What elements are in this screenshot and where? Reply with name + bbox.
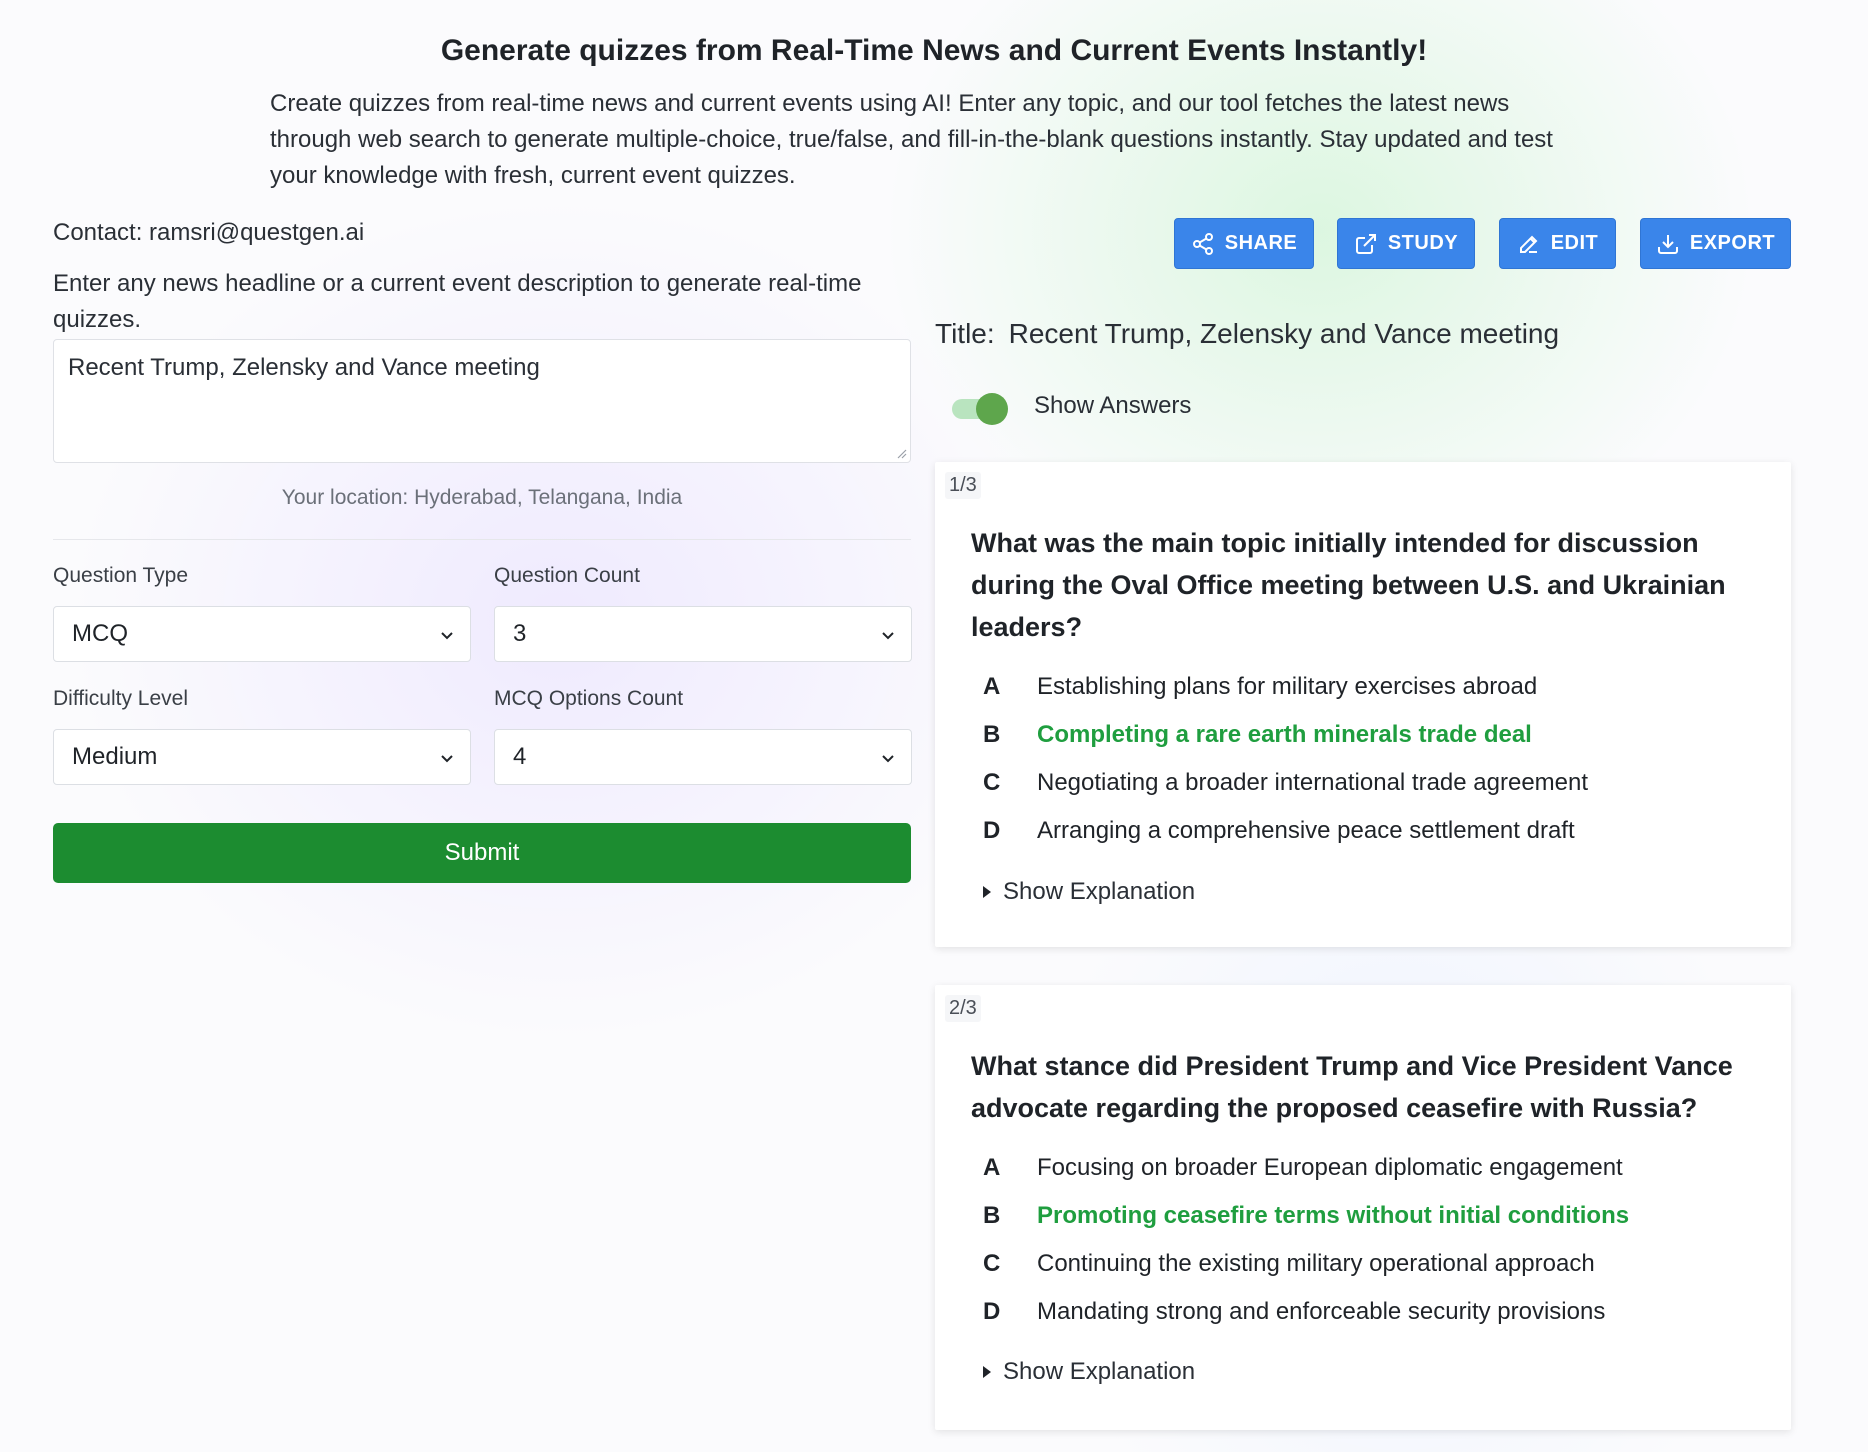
option-c[interactable] xyxy=(983,1246,1763,1286)
difficulty-value: Medium xyxy=(72,743,158,770)
question-card xyxy=(935,985,1791,1430)
edit-button[interactable] xyxy=(1499,218,1616,269)
option-letter: B xyxy=(983,721,1001,748)
option-letter: D xyxy=(983,817,1001,844)
question-text: What was the main topic initially intended for discussion during the Oval Office meeting between U.S. and Ukrainian leaders? xyxy=(971,528,1726,642)
option-text: Continuing the existing military operational approach xyxy=(1037,1250,1595,1277)
option-letter: B xyxy=(983,1202,1001,1229)
option-d[interactable] xyxy=(983,1294,1763,1334)
quiz-form xyxy=(53,216,911,866)
question-counter: 2/3 xyxy=(945,995,981,1022)
question-text: What stance did President Trump and Vice President Vance advocate regarding the proposed ceasefire with Russia? xyxy=(971,1051,1733,1123)
page-title: Generate quizzes from Real-Time News and Current Events Instantly! xyxy=(440,34,1428,67)
question-counter: 1/3 xyxy=(945,472,981,499)
resize-grip-icon[interactable] xyxy=(897,449,907,459)
option-b[interactable] xyxy=(983,717,1763,757)
divider xyxy=(53,539,911,540)
caret-right-icon xyxy=(983,886,991,898)
share-icon xyxy=(1191,232,1215,256)
pencil-icon xyxy=(1517,232,1541,256)
intro-text: Create quizzes from real-time news and current events using AI! Enter any topic, and our tool fetches the latest news through web search to generate multiple-choice, true/false, and fill-in-the-blank questions instantly. Stay updated and test your knowledge with fresh, current event quizzes. xyxy=(270,90,1553,189)
question-count-label: Question Count xyxy=(494,564,640,587)
show-answers-label: Show Answers xyxy=(1034,392,1192,419)
topic-textarea-value: Recent Trump, Zelensky and Vance meeting xyxy=(68,354,540,381)
option-text: Mandating strong and enforceable security provisions xyxy=(1037,1298,1606,1325)
option-c[interactable] xyxy=(983,765,1763,805)
question-type-select[interactable] xyxy=(53,606,471,662)
toggle-knob xyxy=(976,393,1008,425)
option-d[interactable] xyxy=(983,813,1763,853)
quiz-title xyxy=(935,318,1559,350)
difficulty-select[interactable] xyxy=(53,729,471,785)
option-text-correct: Completing a rare earth minerals trade deal xyxy=(1037,721,1532,748)
option-letter: C xyxy=(983,769,1001,796)
external-link-icon xyxy=(1354,232,1378,256)
location-text: Your location: Hyderabad, Telangana, India xyxy=(281,486,683,509)
option-text: Establishing plans for military exercises abroad xyxy=(1037,673,1538,700)
option-a[interactable] xyxy=(983,669,1763,709)
option-letter: C xyxy=(983,1250,1001,1277)
show-explanation-toggle[interactable] xyxy=(983,878,1195,906)
chevron-down-icon xyxy=(879,626,897,644)
topic-textarea[interactable] xyxy=(53,339,911,463)
option-letter: A xyxy=(983,1154,1001,1181)
submit-button[interactable]: Submit xyxy=(53,823,911,883)
option-letter: A xyxy=(983,673,1001,700)
export-button[interactable] xyxy=(1640,218,1791,269)
edit-label: EDIT xyxy=(1550,232,1599,254)
option-text: Arranging a comprehensive peace settlement draft xyxy=(1037,817,1575,844)
option-text: Focusing on broader European diplomatic engagement xyxy=(1037,1154,1623,1181)
download-icon xyxy=(1656,232,1680,256)
topic-prompt-label: Enter any news headline or a current event description to generate real-time quizzes. xyxy=(53,270,862,333)
option-a[interactable] xyxy=(983,1150,1763,1190)
show-explanation-toggle[interactable] xyxy=(983,1358,1195,1386)
question-type-value: MCQ xyxy=(72,620,128,647)
share-label: SHARE xyxy=(1224,232,1298,254)
option-b[interactable] xyxy=(983,1198,1763,1238)
question-type-label: Question Type xyxy=(53,564,189,587)
option-text: Negotiating a broader international trade agreement xyxy=(1037,769,1589,796)
option-text-correct: Promoting ceasefire terms without initial conditions xyxy=(1037,1202,1630,1229)
question-count-select[interactable] xyxy=(494,606,912,662)
chevron-down-icon xyxy=(438,749,456,767)
option-letter: D xyxy=(983,1298,1001,1325)
quiz-title-value: Recent Trump, Zelensky and Vance meeting xyxy=(1008,318,1560,349)
study-label: STUDY xyxy=(1387,232,1459,254)
quiz-title-label: Title: xyxy=(935,318,995,349)
options-count-value: 4 xyxy=(513,743,527,770)
options-count-select[interactable] xyxy=(494,729,912,785)
options-count-label: MCQ Options Count xyxy=(494,687,684,710)
export-label: EXPORT xyxy=(1689,232,1776,254)
chevron-down-icon xyxy=(879,749,897,767)
show-explanation-label: Show Explanation xyxy=(1003,1358,1196,1385)
chevron-down-icon xyxy=(438,626,456,644)
show-explanation-label: Show Explanation xyxy=(1003,878,1196,905)
question-count-value: 3 xyxy=(513,620,527,647)
caret-right-icon xyxy=(983,1366,991,1378)
contact-text: Contact: ramsri@questgen.ai xyxy=(53,219,365,246)
show-answers-toggle[interactable] xyxy=(952,391,1008,425)
difficulty-label: Difficulty Level xyxy=(53,687,189,710)
study-button[interactable] xyxy=(1337,218,1475,269)
question-card xyxy=(935,462,1791,947)
share-button[interactable] xyxy=(1174,218,1314,269)
